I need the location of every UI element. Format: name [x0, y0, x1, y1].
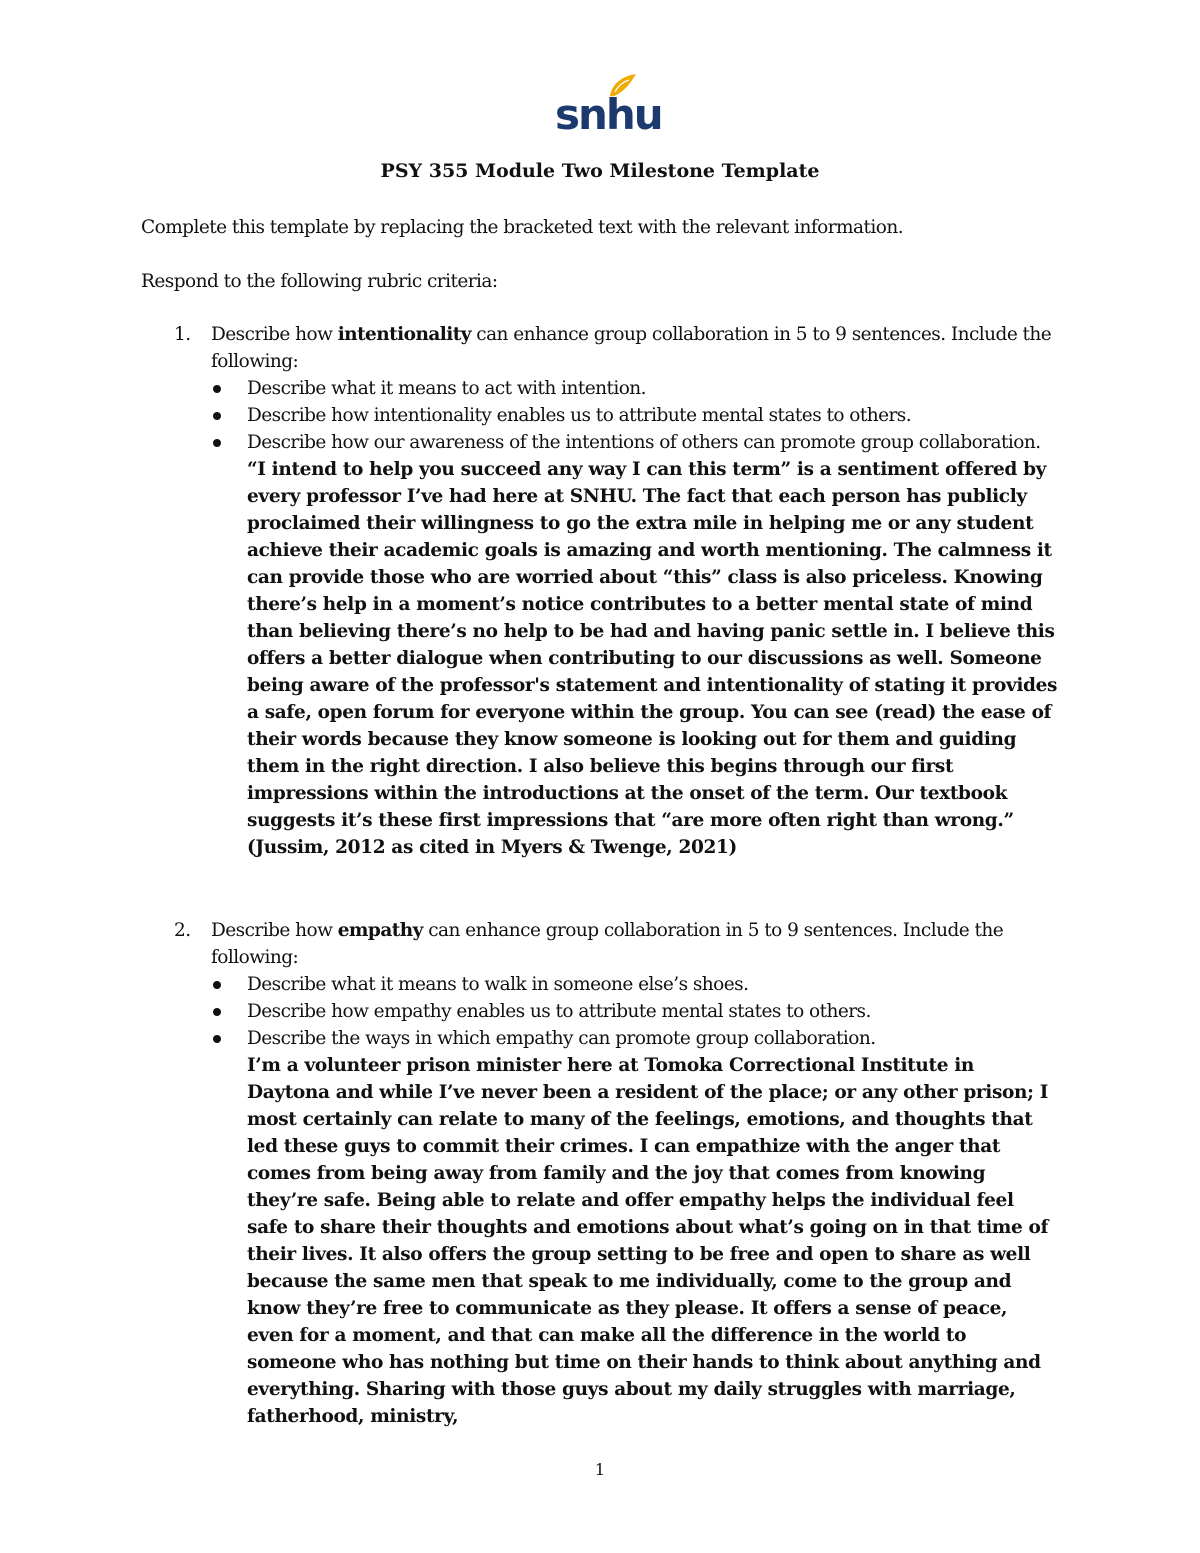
logo-wordmark: snhu — [555, 90, 662, 139]
document-title: PSY 355 Module Two Milestone Template — [380, 160, 820, 182]
item-number: 1. — [174, 324, 191, 345]
item-prompt: Describe how intentionality can enhance group collaboration in 5 to 9 sentences. Include the following: — [211, 324, 1052, 372]
student-answer: “I intend to help you succeed any way I can this term” is a sentiment offered by every professor I’ve had here at SNHU. The fact that each person has publicly proclaimed their willingness to go the extra mile in helping me or any student achieve their academic goals is amazing and worth mentioning. The calmness it can provide those who are worried about “this” class is also priceless. Knowing there’s help in a moment’s notice contributes to a better mental state of mind than believing there’s no help to be had and having panic settle in. I believe this offers a better dialogue when contributing to our discussions as well. Someone being aware of the professor's statement and intentionality of stating it provides a safe, open forum for everyone within the group. You can see (read) the ease of their words because they know someone is looking out for them and guiding them in the right direction. I also believe this begins through our first impressions within the introductions at the onset of the term. Our textbook suggests it’s these first impressions that “are more often right than wrong.” (Jussim, 2012 as cited in Myers & Twenge, 2021) — [247, 459, 1058, 858]
criteria-bullet: Describe what it means to act with intention. — [211, 375, 1059, 402]
criteria-bullet: Describe how empathy enables us to attribute mental states to others. — [211, 998, 1059, 1025]
criteria-list — [211, 375, 1059, 456]
student-answer: I’m a volunteer prison minister here at Tomoka Correctional Institute in Daytona and while I’ve never been a resident of the place; or any other prison; I most certainly can relate to many of the feelings, emotions, and thoughts that led these guys to commit their crimes. I can empathize with the anger that comes from being away from family and the joy that comes from knowing they’re safe. Being able to relate and offer empathy helps the individual feel safe to share their thoughts and emotions about what’s going on in that time of their lives. It also offers the group setting to be free and open to share as well because the same men that speak to me individually, come to the group and know they’re free to communicate as they please. It offers a sense of peace, even for a moment, and that can make all the difference in the world to someone who has nothing but time on their hands to think about anything and everything. Sharing with those guys about my daily struggles with marriage, fatherhood, ministry, — [247, 1055, 1049, 1427]
criteria-bullet: Describe what it means to walk in someone else’s shoes. — [211, 971, 1059, 998]
prompt-keyword: empathy — [337, 920, 423, 941]
criteria-bullet: Describe how intentionality enables us to attribute mental states to others. — [211, 402, 1059, 429]
rubric-item-1 — [174, 321, 1059, 861]
item-prompt: Describe how empathy can enhance group collaboration in 5 to 9 sentences. Include the following: — [211, 920, 1004, 968]
criteria-list — [211, 971, 1059, 1052]
criteria-bullet: Describe how our awareness of the intentions of others can promote group collaboration. — [211, 429, 1059, 456]
snhu-logo — [552, 72, 662, 139]
rubric-item-2 — [174, 917, 1059, 1430]
prompt-keyword: intentionality — [337, 324, 471, 345]
instructions-text: Complete this template by replacing the bracketed text with the relevant information. — [141, 217, 904, 238]
item-number: 2. — [174, 920, 191, 941]
page-number: 1 — [594, 1460, 606, 1479]
rubric-intro: Respond to the following rubric criteria: — [141, 271, 498, 292]
criteria-bullet: Describe the ways in which empathy can promote group collaboration. — [211, 1025, 1059, 1052]
